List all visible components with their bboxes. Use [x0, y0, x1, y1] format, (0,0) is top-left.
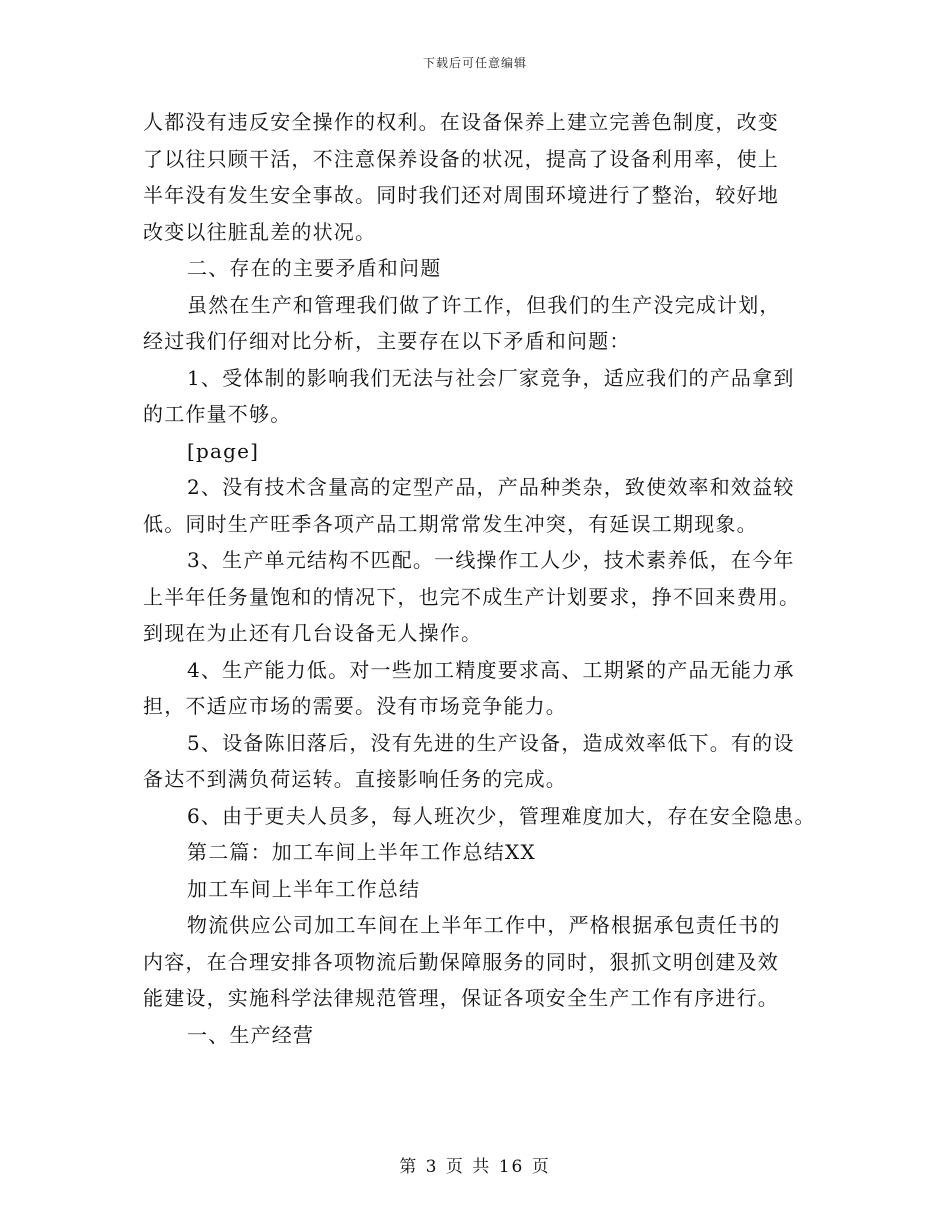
body-line: 虽然在生产和管理我们做了许工作，但我们的生产没完成计划， [187, 292, 781, 317]
body-line: 人都没有违反安全操作的权利。在设备保养上建立完善色制度，改变 [143, 110, 779, 134]
body-line: 物流供应公司加工车间在上半年工作中，严格根据承包责任书的 [187, 913, 781, 937]
body-line: 的工作量不够。 [143, 402, 292, 426]
body-line: 第二篇：加工车间上半年工作总结XX [187, 840, 536, 864]
body-line: 了以往只顾干活，不注意保养设备的状况，提高了设备利用率，使上 [143, 146, 779, 171]
body-line: 内容，在合理安排各项物流后勤保障服务的同时，狠抓文明创建及效 [143, 949, 779, 974]
body-line: 6、由于更夫人员多，每人班次少，管理难度加大，存在安全隐患。 [187, 803, 816, 828]
body-line: 担，不适应市场的需要。没有市场竞争能力。 [143, 694, 567, 718]
body-line: 备达不到满负荷运转。直接影响任务的完成。 [143, 767, 567, 791]
body-line: 加工车间上半年工作总结 [187, 876, 421, 901]
body-line: 改变以往脏乱差的状况。 [143, 219, 377, 244]
body-line: 半年没有发生安全事故。同时我们还对周围环境进行了整治，较好地 [143, 183, 779, 207]
body-line: 低。同时生产旺季各项产品工期常常发生冲突，有延误工期现象。 [143, 511, 758, 536]
body-line: 到现在为止还有几台设备无人操作。 [143, 621, 483, 645]
body-line: [page] [187, 438, 260, 463]
body-line: 3、生产单元结构不匹配。一线操作工人少，技术素养低，在今年 [187, 548, 795, 572]
body-line: 2、没有技术含量高的定型产品，产品种类杂，致使效率和效益较 [187, 475, 795, 499]
document-body [143, 104, 823, 1053]
body-line: 一、生产经营 [187, 1022, 315, 1047]
page-footer: 第 3 页 共 16 页 [399, 1157, 551, 1177]
body-line: 二、存在的主要矛盾和问题 [187, 256, 442, 280]
body-line: 能建设，实施科学法律规范管理，保证各项安全生产工作有序进行。 [143, 986, 779, 1010]
body-line: 5、设备陈旧落后，没有先进的生产设备，造成效率低下。有的设 [187, 730, 795, 755]
body-line: 4、生产能力低。对一些加工精度要求高、工期紧的产品无能力承 [187, 657, 795, 682]
body-line: 1、受体制的影响我们无法与社会厂家竞争，适应我们的产品拿到 [187, 365, 795, 390]
body-line: 经过我们仔细对比分析，主要存在以下矛盾和问题： [143, 329, 631, 353]
body-line: 上半年任务量饱和的情况下，也完不成生产计划要求，挣不回来费用。 [143, 584, 801, 609]
page-header: 下载后可任意编辑 [422, 56, 527, 70]
